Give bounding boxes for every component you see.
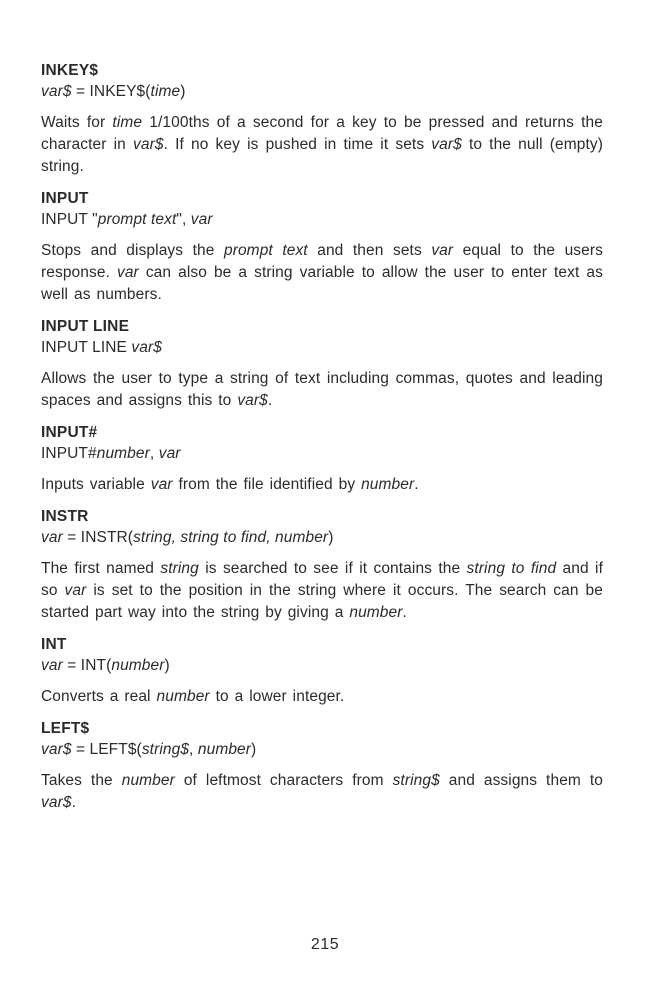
- command-name: INT: [41, 636, 67, 653]
- command-section: [41, 506, 603, 624]
- command-section: [41, 422, 603, 496]
- command-syntax: INPUT#number, var: [41, 445, 181, 462]
- command-description: Inputs variable var from the file identified by number.: [41, 476, 419, 493]
- command-section: [41, 718, 603, 814]
- command-description: Stops and displays the prompt text and then sets var equal to the users response. var can also be a string variable to allow the user to enter text as well as numbers.: [41, 242, 603, 303]
- command-syntax: var$ = INKEY$(time): [41, 83, 186, 100]
- command-name: LEFT$: [41, 720, 90, 737]
- command-syntax: var = INSTR(string, string to find, number): [41, 529, 334, 546]
- command-syntax: INPUT "prompt text", var: [41, 211, 213, 228]
- command-description: The first named string is searched to see if it contains the string to find and if so var is set to the position in the string where it occurs. The search can be started part way into the string by giving a number.: [41, 560, 603, 621]
- command-section: [41, 316, 603, 412]
- command-name: INPUT LINE: [41, 318, 130, 335]
- command-syntax: var$ = LEFT$(string$, number): [41, 741, 257, 758]
- command-description: Waits for time 1/100ths of a second for a key to be pressed and returns the character in var$. If no key is pushed in time it sets var$ to the null (empty) string.: [41, 114, 604, 175]
- command-syntax: var = INT(number): [41, 657, 170, 674]
- command-section: [41, 188, 603, 306]
- command-description: Allows the user to type a string of text including commas, quotes and leading spaces and assigns this to var$.: [41, 370, 603, 409]
- command-name: INPUT#: [41, 424, 98, 441]
- command-syntax: INPUT LINE var$: [41, 339, 162, 356]
- command-section: [41, 60, 603, 178]
- command-description: Takes the number of leftmost characters from string$ and assigns them to var$.: [41, 772, 603, 811]
- command-section: [41, 634, 603, 708]
- page-body: [41, 60, 603, 824]
- command-name: INPUT: [41, 190, 89, 207]
- command-description: Converts a real number to a lower integer.: [41, 688, 345, 705]
- command-name: INKEY$: [41, 62, 99, 79]
- command-name: INSTR: [41, 508, 89, 525]
- page-number: 215: [310, 936, 340, 953]
